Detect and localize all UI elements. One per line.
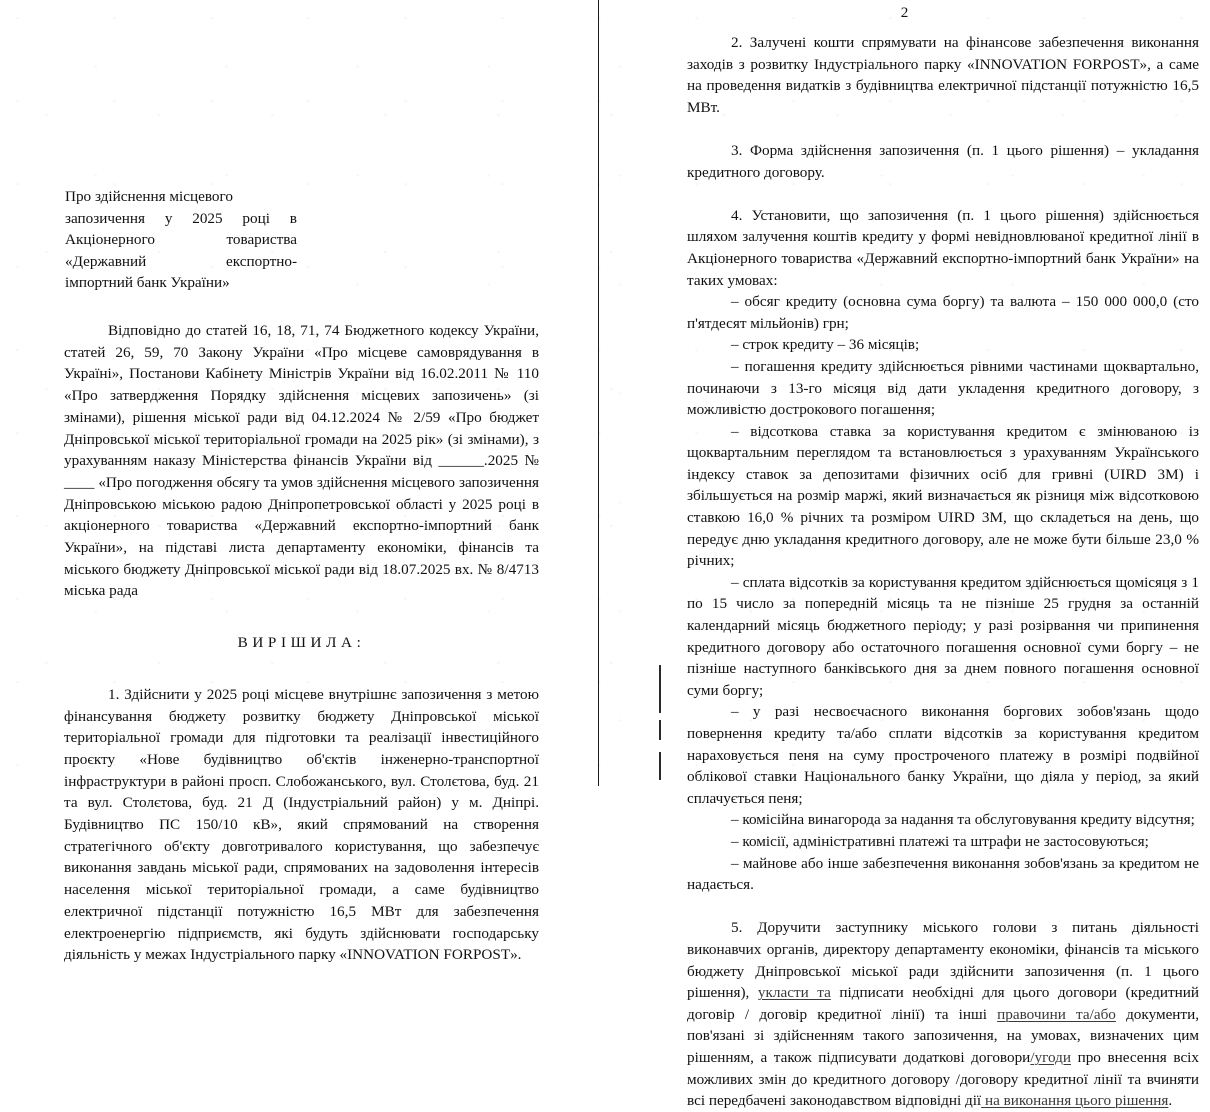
condition-item: – комісії, адміністративні платежі та штрафи не застосовуються;: [731, 832, 1149, 850]
condition-item: – обсяг кредиту (основна сума боргу) та валюта – 150 000 000,0 (сто п'ятдесят мільйонів) грн;: [687, 293, 1199, 332]
change-bar: [659, 665, 661, 713]
heading-line-2-word-4: році: [242, 209, 270, 227]
spacer: [64, 602, 539, 632]
condition-item: – комісійна винагорода за надання та обслуговування кредиту відсутня;: [731, 811, 1195, 829]
clause-5-edit-1: укласти та: [757, 984, 831, 1002]
spacer: [64, 654, 539, 684]
heading-line-4-word-1: «Державний: [65, 252, 147, 270]
spacer: [687, 896, 1199, 918]
right-page-body: [687, 32, 1199, 1112]
spacer: [687, 183, 1199, 205]
clause-5-segment-1: 5. Доручити заступнику міського голови з питань діяльності виконавчих органів, директору департаменту економіки, фінансів та міського бюджету Дніпровської міської ради здійснити запозичення (п. 1 цього рішення),: [687, 919, 1199, 1002]
clause-5-paragraph: [687, 917, 1199, 1111]
clause-5-segment-4: про внесення всіх можливих змін до кредитного договору /договору кредитної лінії та вчиняти всі передбачені законодавством відповідні дії: [687, 1048, 1199, 1110]
clause-2-paragraph: 2. Залучені кошти спрямувати на фінансове забезпечення виконання заходів з розвитку Індустріального парку «INNOVATION FORPOST», а саме на проведення видатків з будівництва електричної підстанції потужністю 16,5 МВт.: [687, 34, 1199, 116]
clause-5-edit-4: на виконання цього рішення: [981, 1092, 1169, 1110]
heading-line-2: [65, 208, 297, 230]
left-page: [0, 0, 598, 964]
spacer: [687, 118, 1199, 140]
clause-4-intro-paragraph: 4. Установити, що запозичення (п. 1 цього рішення) здійснюється шляхом залучення коштів кредиту у формі невідновлюваної кредитної лінії в Акціонерного товариства «Державний експортно-імпортний банк України» на таких умовах:: [687, 206, 1199, 289]
change-bar: [659, 720, 661, 740]
change-bar: [659, 752, 661, 780]
condition-item: – майнове або інше забезпечення виконання зобов'язань за кредитом не надається.: [687, 854, 1199, 894]
heading-line-2-word-2: у: [164, 209, 173, 227]
clause-5-segment-3: документи, пов'язані зі здійсненням такого запозичення, на умовах, визначених цим рішенням, а також підписувати додаткові договори: [687, 1005, 1199, 1066]
heading-line-5: імпортний банк України»: [65, 274, 230, 291]
heading-line-2-word-1: запозичення: [65, 209, 146, 227]
heading-line-1: Про здійснення місцевого: [65, 188, 233, 205]
heading-line-3-word-1: Акціонерного: [65, 231, 155, 248]
condition-item: – у разі несвоєчасного виконання боргових зобов'язань щодо повернення кредиту та/або сплати відсотків за користування кредитом нараховується пеня на суму простроченого платежу в розмірі подвійної облікової ставки Національного банку України, що діяла у період, за який сплачується пеня;: [687, 703, 1199, 807]
condition-item: – відсоткова ставка за користування кредитом є змінюваною із щоквартальним переглядом та встановлюється з урахуванням Українського індексу ставок за депозитами фізичних осіб для гривні (UIRD 3M) і збільшується на розмір маржі, який визначається як різниця між відсотковою ставкою 16,0 % річних та розміром UIRD 3M, що складеться на день, що передує дню укладання кредитного договору, але не може бути більше 23,0 % річних;: [687, 422, 1199, 570]
heading-line-3-word-2: товариства: [226, 231, 297, 248]
heading-line-4-word-2: експортно-: [225, 252, 297, 270]
condition-item: – сплата відсотків за користування кредитом здійснюється щомісяця з 1 по 15 число за попередній місяць та не пізніше 25 грудня за останній календарний місяць бюджетного періоду; у разі розірвання чи припинення кредитного договору або остаточного погашення основної суми боргу – не пізніше наступного банківського дня за днем повного погашення основної суми боргу;: [687, 573, 1199, 699]
clause-5-edit-2: правочини та/або: [997, 1005, 1116, 1023]
clause-5-segment-2: підписати необхідні для цього договори (кредитний договір / договір кредитної лінії) та інші: [687, 984, 1199, 1023]
condition-item: – погашення кредиту здійснюється рівними частинами щоквартально, починаючи з 13-го місяця від дати укладення кредитного договору, з можливістю дострокового погашення;: [687, 357, 1199, 419]
decision-subject-heading: [65, 186, 297, 294]
clause-3-paragraph: 3. Форма здійснення запозичення (п. 1 цього рішення) – укладання кредитного договору.: [687, 141, 1199, 181]
heading-line-4: [65, 251, 297, 273]
heading-line-2-word-3: 2025: [192, 209, 223, 227]
resolved-heading: ВИРІШИЛА:: [237, 634, 366, 652]
condition-item: – строк кредиту – 36 місяців;: [731, 336, 920, 354]
clause-5-edit-3: /угоди: [1030, 1048, 1071, 1066]
page-number: 2: [900, 4, 909, 21]
preamble-paragraph: Відповідно до статей 16, 18, 71, 74 Бюджетного кодексу України, статей 26, 59, 70 Закону України «Про місцеве самоврядування в Україні», Постанови Кабінету Міністрів України від 16.02.2011 № 110 «Про затвердження Порядку здійснення місцевих запозичень» (зі змінами), рішення міської ради від 04.12.2024 № 2/59 «Про бюджет Дніпровської міської територіальної громади на 2025 рік» (зі змінами), з урахуванням наказу Міністерства фінансів України від ______.2025 № ____ «Про погодження обсягу та умов здійснення місцевого запозичення Дніпровською міською радою Дніпропетровської області у 2025 році в акціонерного товариства «Державний експортно-імпортний банк України», на підставі листа департаменту економіки, фінансів та міського бюджету Дніпровської міської ради від 18.07.2025 вх. № 8/4713 міська рада: [64, 322, 539, 600]
heading-line-2-word-5: в: [289, 209, 297, 227]
right-page: [599, 0, 1210, 1110]
clause-1-paragraph: 1. Здійснити у 2025 році місцеве внутрішнє запозичення з метою фінансування бюджету розвитку бюджету Дніпровської міської територіальної громади для підготовки та реалізації інвестиційного проєкту «Нове будівництво об'єктів інженерно-транспортної інфраструктури в районі просп. Слобожанського, вул. Столєтова, буд. 21 та вул. Столєтова, буд. 21 Д (Індустріальний район) у м. Дніпрі. Будівництво ПС 150/10 кВ», який спрямований на створення стратегічного об'єкту довготривалого користування, що забезпечує виконання завдань міської ради, спрямованих на задоволення інтересів населення міської територіальної громади, а саме будівництво електричної підстанції потужністю 16,5 МВт для забезпечення електроенергію підприємств, які будуть здійснювати господарську діяльність у межах Індустріального парку «INNOVATION FORPOST».: [64, 685, 539, 964]
left-page-body: [64, 320, 539, 966]
heading-line-3: [65, 229, 297, 251]
clause-5-segment-5: .: [1168, 1092, 1173, 1110]
